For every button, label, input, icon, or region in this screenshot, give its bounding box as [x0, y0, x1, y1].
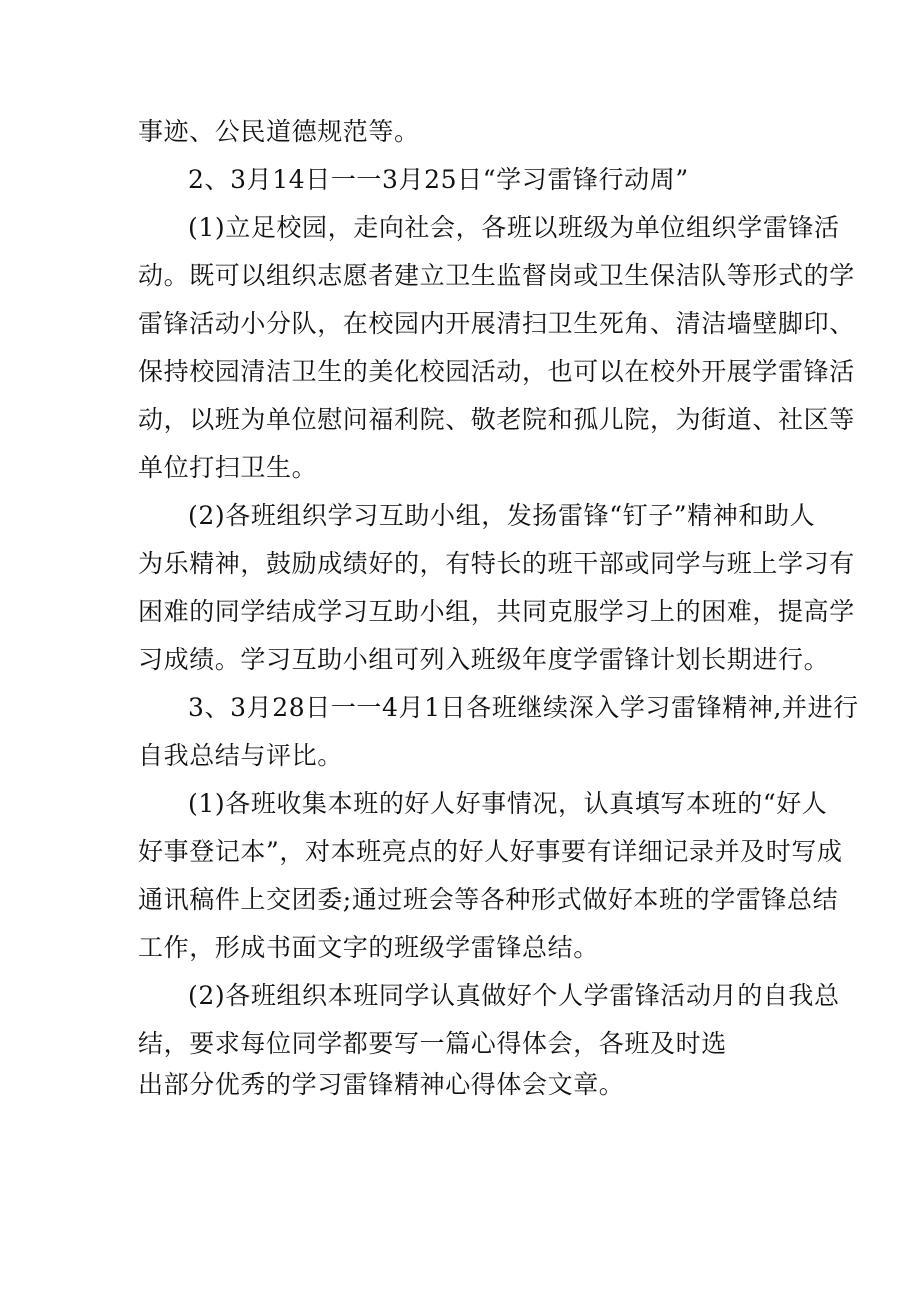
document-body: [138, 108, 859, 1109]
paragraph-line: 困难的同学结成学习互助小组，共同克服学习上的困难，提高学: [138, 597, 855, 626]
paragraph-line: 雷锋活动小分队，在校园内开展清扫卫生死角、清洁墙壁脚印、: [138, 309, 855, 338]
paragraph-line: (2)各班组织本班同学认真做好个人学雷锋活动月的自我总: [188, 981, 840, 1010]
paragraph-line: (1)各班收集本班的好人好事情况，认真填写本班的“好人: [188, 789, 828, 818]
paragraph-line: 为乐精神，鼓励成绩好的，有特长的班干部或同学与班上学习有: [138, 549, 855, 578]
paragraph-line: 工作，形成书面文字的班级学雷锋总结。: [138, 933, 599, 962]
paragraph-line: 动。既可以组织志愿者建立卫生监督岗或卫生保洁队等形式的学: [138, 261, 855, 290]
paragraph-line: (2)各班组织学习互助小组，发扬雷锋“钉子”精神和助人: [188, 501, 816, 530]
paragraph-line: 自我总结与评比。: [138, 741, 343, 770]
paragraph-line: 单位打扫卫生。: [138, 453, 318, 482]
paragraph-line: 通讯稿件上交团委;通过班会等各种形式做好本班的学雷锋总结: [138, 885, 839, 914]
section-heading: 2、3月14日一一3月25日“学习雷锋行动周”: [188, 165, 689, 194]
paragraph-line: 结，要求每位同学都要写一篇心得体会，各班及时选: [138, 1029, 727, 1058]
section-heading: 3、3月28日一一4月1日各班继续深入学习雷锋精神,并进行: [188, 693, 859, 722]
paragraph-line: 动，以班为单位慰问福利院、敬老院和孤儿院，为街道、社区等: [138, 405, 855, 434]
paragraph-line: 保持校园清洁卫生的美化校园活动，也可以在校外开展学雷锋活: [138, 357, 855, 386]
paragraph-line: 习成绩。学习互助小组可列入班级年度学雷锋计划长期进行。: [138, 645, 830, 674]
paragraph-line: (1)立足校园，走向社会，各班以班级为单位组织学雷锋活: [188, 213, 840, 242]
paragraph-line: 好事登记本”，对本班亮点的好人好事要有详细记录并及时写成: [138, 837, 843, 866]
paragraph-line: 事迹、公民道德规范等。: [138, 117, 420, 146]
paragraph-line: 出部分优秀的学习雷锋精神心得体会文章。: [138, 1070, 625, 1099]
